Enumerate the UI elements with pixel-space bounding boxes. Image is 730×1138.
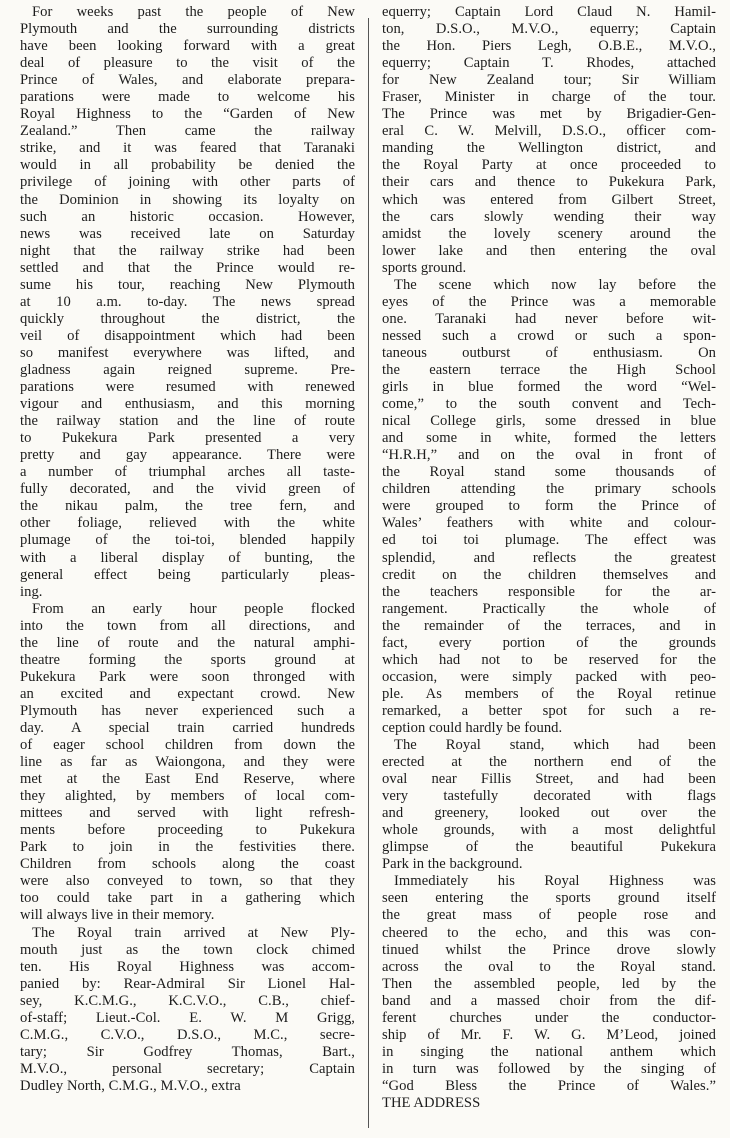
text-line: ple. As members of the Royal retinue bbox=[382, 685, 716, 702]
text-line: eyes of the Prince was a memorable bbox=[382, 293, 716, 310]
text-line: vigour and enthusiasm, and this morning bbox=[20, 396, 355, 413]
text-line: would in all probability be denied the bbox=[20, 157, 355, 174]
text-line: whole grounds, with a most delightful bbox=[382, 822, 716, 839]
text-line: general effect being particularly pleas- bbox=[20, 566, 355, 583]
text-line: tinued whilst the Prince drove slowly bbox=[382, 941, 716, 958]
text-line: other foliage, relieved with the white bbox=[20, 515, 355, 532]
text-line: privilege of joining with other parts of bbox=[20, 174, 355, 191]
text-line: one. Taranaki had never before wit- bbox=[382, 310, 716, 327]
text-line: in singing the national anthem which bbox=[382, 1043, 716, 1060]
text-line: amidst the lovely scenery around the bbox=[382, 225, 716, 242]
text-line: pretty and gay appearance. There were bbox=[20, 447, 355, 464]
text-line: ed toi toi plumage. The effect was bbox=[382, 532, 716, 549]
text-line: ten. His Royal Highness was accom- bbox=[20, 958, 355, 975]
text-line: settled and that the Prince would re- bbox=[20, 259, 355, 276]
text-line: will always live in their memory. bbox=[20, 907, 215, 924]
text-line: quickly throughout the district, the bbox=[20, 310, 355, 327]
text-line: The Prince was met by Brigadier-Gen- bbox=[382, 106, 716, 123]
text-line: sey, K.C.M.G., K.C.V.O., C.B., chief- bbox=[20, 992, 355, 1009]
text-line: Pukekura Park were soon thronged with bbox=[20, 668, 355, 685]
text-line: ments before proceeding to Pukekura bbox=[20, 822, 355, 839]
text-line: ferent churches under the conductor- bbox=[382, 1009, 716, 1026]
text-line: the nikau palm, the tree fern, and bbox=[20, 498, 355, 515]
article-column-right bbox=[382, 4, 716, 1138]
text-line: Park in the background. bbox=[382, 856, 523, 873]
text-line: children attending the primary schools bbox=[382, 481, 716, 498]
column-divider bbox=[368, 18, 369, 1128]
text-line: plumage of the toi-toi, blended happily bbox=[20, 532, 355, 549]
text-line: Park to join in the festivities there. bbox=[20, 839, 355, 856]
text-line: panied by: Rear-Admiral Sir Lionel Hal- bbox=[20, 975, 355, 992]
text-line: theatre forming the sports ground at bbox=[20, 651, 355, 668]
text-line: seen entering the sports ground itself bbox=[382, 890, 716, 907]
text-line: fully decorated, and the vivid green of bbox=[20, 481, 355, 498]
text-line: equerry; Captain T. Rhodes, attached bbox=[382, 55, 716, 72]
text-line: the Royal Party at once proceeded to bbox=[382, 157, 716, 174]
text-line: were also conveyed to town, so that they bbox=[20, 873, 355, 890]
text-line: parations were made to welcome his bbox=[20, 89, 355, 106]
text-line: equerry; Captain Lord Claud N. Hamil- bbox=[382, 4, 716, 20]
text-line: very tastefully decorated with flags bbox=[382, 788, 716, 805]
text-line: the line of route and the natural amphi- bbox=[20, 634, 355, 651]
text-line: C.M.G., C.V.O., D.S.O., M.C., secre- bbox=[20, 1026, 355, 1043]
text-line: of eager school children from down the bbox=[20, 737, 355, 754]
text-line: the Hon. Piers Legh, O.B.E., M.V.O., bbox=[382, 38, 716, 55]
text-line: Plymouth and the surrounding districts bbox=[20, 21, 355, 38]
text-line: the Dominion in showing its loyalty on bbox=[20, 191, 355, 208]
text-line: eral C. W. Melvill, D.S.O., officer com- bbox=[382, 123, 716, 140]
text-line: come,” to the south convent and Tech- bbox=[382, 396, 716, 413]
text-line: deal of pleasure to the visit of the bbox=[20, 55, 355, 72]
text-line: such an historic occasion. However, bbox=[20, 208, 355, 225]
text-line: veil of disappointment which had been bbox=[20, 327, 355, 344]
text-line: news was received late on Saturday bbox=[20, 225, 355, 242]
text-line: parations were resumed with renewed bbox=[20, 379, 355, 396]
text-line: for New Zealand tour; Sir William bbox=[382, 72, 716, 89]
text-line: have been looking forward with a great bbox=[20, 38, 355, 55]
text-line: “God Bless the Prince of Wales.” bbox=[382, 1077, 716, 1094]
text-line: met at the East End Reserve, where bbox=[20, 771, 355, 788]
text-line: Zealand.” Then came the railway bbox=[20, 123, 355, 140]
text-line: too could take part in a gathering which bbox=[20, 890, 355, 907]
text-line: with a liberal display of bunting, the bbox=[20, 549, 355, 566]
text-line: From an early hour people flocked bbox=[32, 600, 355, 617]
text-line: strike, and it was feared that Taranaki bbox=[20, 140, 355, 157]
text-line: line as far as Waiongona, and they were bbox=[20, 754, 355, 771]
text-line: lower lake and then entering the oval bbox=[382, 242, 716, 259]
text-line: to Pukekura Park presented a very bbox=[20, 430, 355, 447]
text-line: an excited and expectant crowd. New bbox=[20, 685, 355, 702]
text-line: nical College girls, some dressed in blue bbox=[382, 413, 716, 430]
text-line: Then the assembled people, led by the bbox=[382, 975, 716, 992]
text-line: Royal Highness to the “Garden of New bbox=[20, 106, 355, 123]
text-line: the railway station and the line of route bbox=[20, 413, 355, 430]
text-line: “H.R.H,” and on the oval in front of bbox=[382, 447, 716, 464]
text-line: remarked, a better spot for such a re- bbox=[382, 702, 716, 719]
text-line: gladness again reigned supreme. Pre- bbox=[20, 361, 355, 378]
text-line: For weeks past the people of New bbox=[32, 4, 355, 20]
text-line: Fraser, Minister in charge of the tour. bbox=[382, 89, 716, 106]
text-line: band and a massed choir from the dif- bbox=[382, 992, 716, 1009]
text-line: and some in white, formed the letters bbox=[382, 430, 716, 447]
text-line: Prince of Wales, and elaborate prepara- bbox=[20, 72, 355, 89]
text-line: ton, D.S.O., M.V.O., equerry; Captain bbox=[382, 21, 716, 38]
text-line: which had not to be reserved for the bbox=[382, 651, 716, 668]
text-line: the Royal stand some thousands of bbox=[382, 464, 716, 481]
text-line: girls in blue formed the word “Wel- bbox=[382, 379, 716, 396]
text-line: The Royal stand, which had been bbox=[394, 737, 716, 754]
text-line: splendid, and reflects the greatest bbox=[382, 549, 716, 566]
text-line: credit on the children themselves and bbox=[382, 566, 716, 583]
text-line: cheered to the echo, and this was con- bbox=[382, 924, 716, 941]
text-line: the cars slowly wending their way bbox=[382, 208, 716, 225]
text-line: occasion, were simply packed with peo- bbox=[382, 668, 716, 685]
text-line: taneous outburst of enthusiasm. On bbox=[382, 344, 716, 361]
text-line: oval near Fillis Street, and had been bbox=[382, 771, 716, 788]
text-line: they alighted, by members of local com- bbox=[20, 788, 355, 805]
text-line: Children from schools along the coast bbox=[20, 856, 355, 873]
text-line: manding the Wellington district, and bbox=[382, 140, 716, 157]
text-line: in turn was followed by the singing of bbox=[382, 1060, 716, 1077]
text-line: nessed such a crowd or such a spon- bbox=[382, 327, 716, 344]
text-line: into the town from all directions, and bbox=[20, 617, 355, 634]
text-line: tary; Sir Godfrey Thomas, Bart., bbox=[20, 1043, 355, 1060]
text-line: ception could hardly be found. bbox=[382, 719, 563, 736]
text-line: day. A special train carried hundreds bbox=[20, 719, 355, 736]
text-line: their cars and thence to Pukekura Park, bbox=[382, 174, 716, 191]
text-line: night that the railway strike had been bbox=[20, 242, 355, 259]
text-line: Plymouth has never experienced such a bbox=[20, 702, 355, 719]
text-line: were grouped to form the Prince of bbox=[382, 498, 716, 515]
text-line: fact, every portion of the grounds bbox=[382, 634, 716, 651]
text-line: mouth just as the town clock chimed bbox=[20, 941, 355, 958]
text-line: and greenery, looked out over the bbox=[382, 805, 716, 822]
text-line: ing. bbox=[20, 583, 43, 600]
text-line: the remainder of the terraces, and in bbox=[382, 617, 716, 634]
article-column-left bbox=[20, 4, 355, 1138]
text-line: THE ADDRESS bbox=[382, 1095, 481, 1111]
text-line: so manifest everywhere was lifted, and bbox=[20, 344, 355, 361]
text-line: The scene which now lay before the bbox=[394, 276, 716, 293]
text-line: the eastern terrace the High School bbox=[382, 361, 716, 378]
text-line: of-staff; Lieut.-Col. E. W. M Grigg, bbox=[20, 1009, 355, 1026]
text-line: The Royal train arrived at New Ply- bbox=[32, 924, 355, 941]
text-line: across the oval to the Royal stand. bbox=[382, 958, 716, 975]
text-line: M.V.O., personal secretary; Captain bbox=[20, 1060, 355, 1077]
text-line: sume his tour, reaching New Plymouth bbox=[20, 276, 355, 293]
text-line: erected at the northern end of the bbox=[382, 754, 716, 771]
text-line: ship of Mr. F. W. G. M’Leod, joined bbox=[382, 1026, 716, 1043]
text-line: a number of triumphal arches all taste- bbox=[20, 464, 355, 481]
text-line: Wales’ feathers with white and colour- bbox=[382, 515, 716, 532]
text-line: glimpse of the beautiful Pukekura bbox=[382, 839, 716, 856]
text-line: at 10 a.m. to-day. The news spread bbox=[20, 293, 355, 310]
text-line: Dudley North, C.M.G., M.V.O., extra bbox=[20, 1077, 241, 1094]
text-line: Immediately his Royal Highness was bbox=[394, 873, 716, 890]
text-line: which was entered from Gilbert Street, bbox=[382, 191, 716, 208]
text-line: rangement. Practically the whole of bbox=[382, 600, 716, 617]
text-line: the teachers responsible for the ar- bbox=[382, 583, 716, 600]
text-line: mittees and served with light refresh- bbox=[20, 805, 355, 822]
text-line: the great mass of people rose and bbox=[382, 907, 716, 924]
text-line: sports ground. bbox=[382, 259, 467, 276]
